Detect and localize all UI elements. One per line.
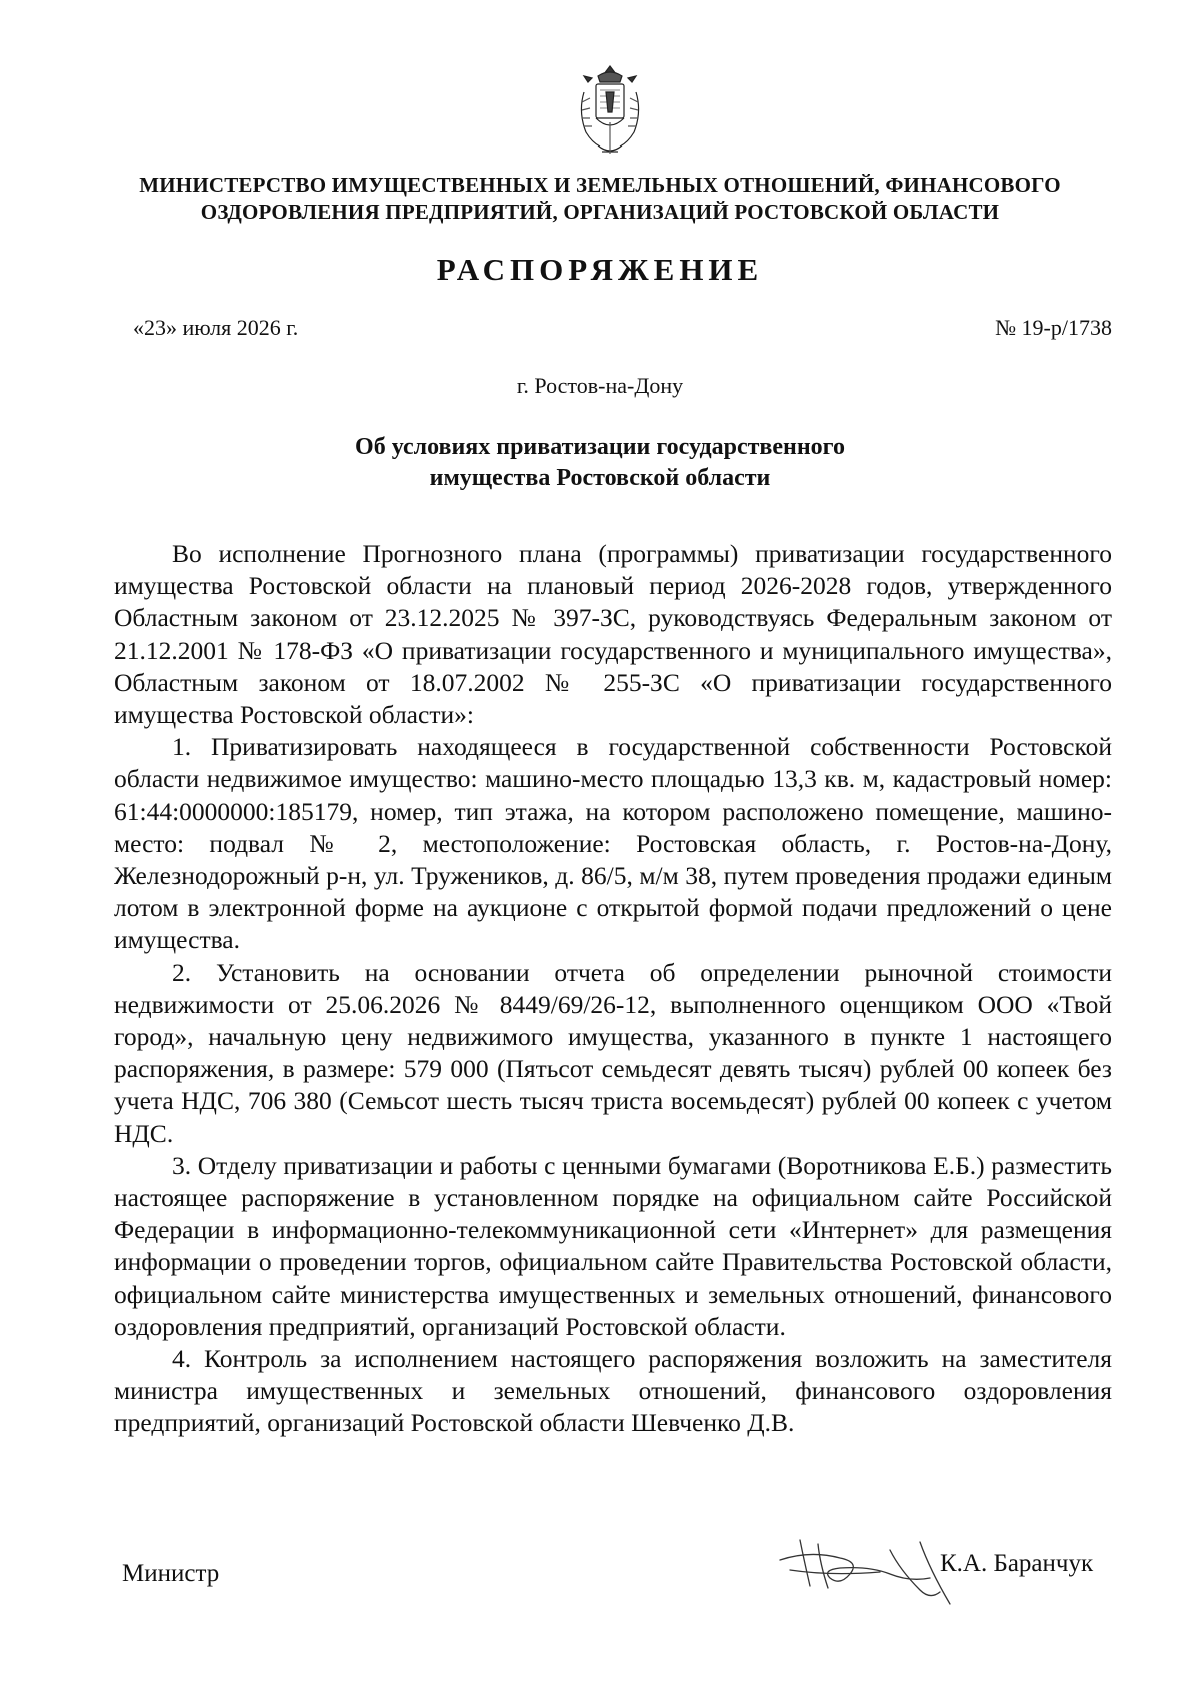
- ministry-name: [100, 172, 1100, 226]
- signatory-name: К.А. Баранчук: [940, 1550, 1094, 1577]
- item-1-paragraph: 1. Приватизировать находящееся в государственной собственности Ростовской области недвижимое имущество: машино-место площадью 13,3 кв. м, кадастровый номер: 61:44:0000000:185179, номер, тип этажа, на котором расположено помещение, машино-место: подвал № 2, местоположение: Ростовская область, г. Ростов-на-Дону, Железнодорожный р-н, ул. Тружеников, д. 86/5, м/м 38, путем проведения продажи единым лотом в электронной форме на аукционе с открытой формой подачи предложений о цене имущества.: [114, 732, 1112, 955]
- document-number: № 19-р/1738: [995, 315, 1112, 340]
- document-title: [0, 432, 1200, 494]
- document-type: РАСПОРЯЖЕНИЕ: [436, 252, 764, 287]
- item-4-paragraph: 4. Контроль за исполнением настоящего распоряжения возложить на заместителя министра имущественных и земельных отношений, финансового оздоровления предприятий, организаций Ростовской области Шевченко Д.В.: [114, 1344, 1112, 1438]
- document-title-line1: Об условиях приватизации государственного: [355, 434, 845, 460]
- item-3-paragraph: 3. Отделу приватизации и работы с ценными бумагами (Воротникова Е.Б.) разместить настоящее распоряжение в установленном порядке на официальном сайте Российской Федерации в информационно-телекоммуникационной сети «Интернет» для размещения информации о проведении торгов, официальном сайте Правительства Ростовской области, официальном сайте министерства имущественных и земельных отношений, финансового оздоровления предприятий, организаций Ростовской области.: [114, 1150, 1112, 1341]
- document-date: «23» июля 2026 г.: [133, 315, 299, 340]
- signatory-role: Министр: [122, 1560, 220, 1587]
- ministry-name-line2: ОЗДОРОВЛЕНИЯ ПРЕДПРИЯТИЙ, ОРГАНИЗАЦИЙ РОСТОВСКОЙ ОБЛАСТИ: [200, 200, 1000, 224]
- document-body: [114, 538, 1112, 1440]
- ministry-name-line1: МИНИСТЕРСТВО ИМУЩЕСТВЕННЫХ И ЗЕМЕЛЬНЫХ ОТНОШЕНИЙ, ФИНАНСОВОГО: [139, 173, 1061, 197]
- preamble-paragraph: Во исполнение Прогнозного плана (программы) приватизации государственного имущества Ростовской области на плановый период 2026-2028 годов, утвержденного Областным законом от 23.12.2025 № 397-ЗС, руководствуясь Федеральным законом от 21.12.2001 № 178-ФЗ «О приватизации государственного и муниципального имущества», Областным законом от 18.07.2002 № 255-ЗС «О приватизации государственного имущества Ростовской области»:: [114, 539, 1112, 730]
- item-2-paragraph: 2. Установить на основании отчета об определении рыночной стоимости недвижимости от 25.06.2026 № 8449/69/26-12, выполненного оценщиком ООО «Твой город», начальную цену недвижимого имущества, указанного в пункте 1 настоящего распоряжения, в размере: 579 000 (Пятьсот семьдесят девять тысяч) рублей 00 копеек без учета НДС, 706 380 (Семьсот шесть тысяч триста восемьдесят) рублей 00 копеек с учетом НДС.: [114, 957, 1112, 1148]
- document-title-line2: имущества Ростовской области: [429, 465, 771, 491]
- document-city: г. Ростов-на-Дону: [516, 373, 684, 398]
- coat-of-arms-icon: [570, 62, 650, 162]
